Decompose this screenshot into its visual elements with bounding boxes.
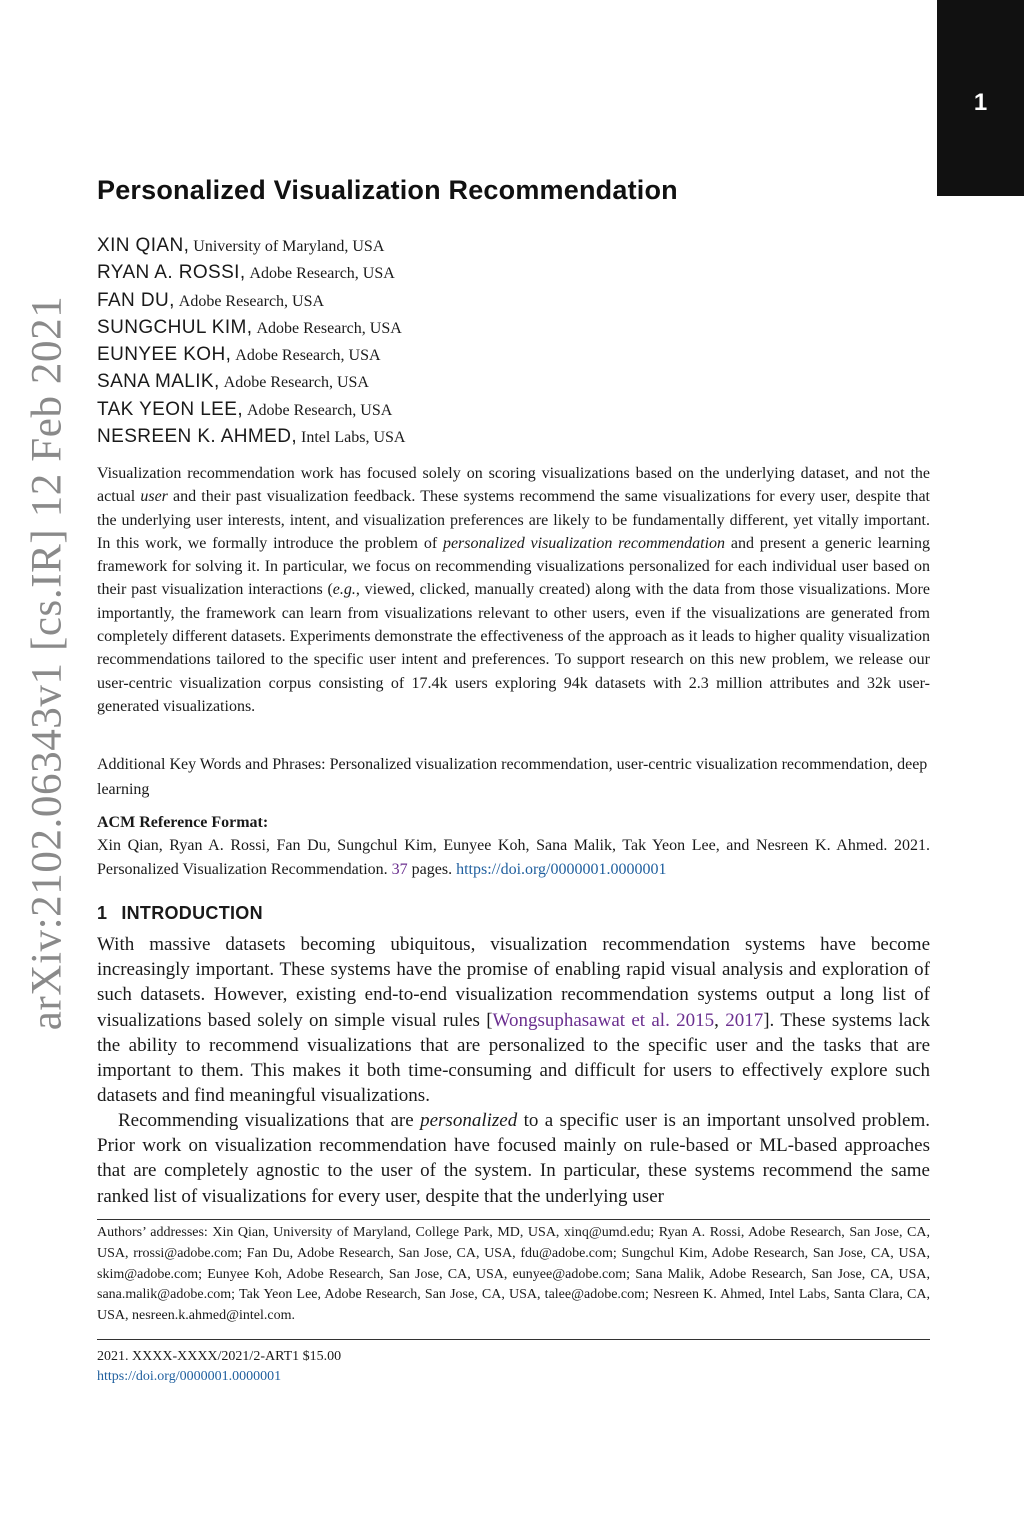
author-item <box>97 423 405 450</box>
author-affiliation: Adobe Research, USA <box>223 374 369 392</box>
paragraph-text: With massive datasets becoming ubiquitous, visualization recommendation systems have become increasingly important. These systems have the promise of enabling rapid visual analysis and exploration of such datasets. However, existing end-to-end visualization recommendation systems output a long list of visualizations based solely on simple visual rules [ <box>97 934 930 1031</box>
author-affiliation: Intel Labs, USA <box>301 429 406 447</box>
footnote-divider <box>97 1219 930 1220</box>
acm-reference-text: Xin Qian, Ryan A. Rossi, Fan Du, Sungchul Kim, Eunyee Koh, Sana Malik, Tak Yeon Lee, and Nesreen K. Ahmed. 2021. Personalized Visualization Recommendation. <box>97 837 930 878</box>
abstract-text: , viewed, clicked, manually created) along with the data from those visualizations. More importantly, the framework can learn from visualizations relevant to other users, even if the visualizations are generated from completely different datasets. Experiments demonstrate the effectiveness of the approach as it leads to higher quality visualization recommendations tailored to the specific user intent and preferences. To support research on this new problem, we release our user-centric visualization corpus consisting of 17.4k users exploring 94k datasets with 2.3 million attributes and 32k user-generated visualizations. <box>97 581 930 715</box>
author-affiliation: Adobe Research, USA <box>256 319 402 337</box>
author-item <box>97 341 405 368</box>
author-item <box>97 368 405 395</box>
paragraph-text: to a specific user is an important unsolved problem. Prior work on visualization recommendation have focused mainly on rule-based or ML-based approaches that are completely agnostic to the user of the system. In particular, these systems recommend the same ranked list of visualizations for every user, despite that the underlying user <box>97 1110 930 1207</box>
page-number: 1 <box>973 89 988 116</box>
author-item <box>97 259 405 286</box>
author-item <box>97 314 405 341</box>
section-title: INTRODUCTION <box>121 903 263 923</box>
paragraph-text: Recommending visualizations that are <box>118 1110 421 1131</box>
author-name: FAN DU, <box>97 289 175 311</box>
intro-paragraph <box>97 932 930 1108</box>
doi-link[interactable]: https://doi.org/0000001.0000001 <box>456 860 667 878</box>
abstract <box>97 462 930 718</box>
arxiv-stamp-text: arXiv:2102.06343v1 [cs.IR] 12 Feb 2021 <box>23 295 71 1031</box>
copyright-line: 2021. XXXX-XXXX/2021/2-ART1 $15.00 <box>97 1349 342 1364</box>
acm-reference-text: pages. <box>407 860 457 878</box>
author-affiliation: Adobe Research, USA <box>235 347 381 365</box>
author-affiliation: University of Maryland, USA <box>193 238 385 255</box>
author-list <box>97 232 405 450</box>
abstract-text: and their past visualization feedback. These systems recommend the same visualizations for every user, despite that the underlying user interests, intent, and visualization preferences are likely to be fundamentally different, yet vitally important. In this work, we formally introduce the problem of <box>97 488 930 552</box>
author-item <box>97 287 405 314</box>
abstract-text: and present a generic learning framework for solving it. In particular, we focus on recommending visualizations personalized for each individual user based on their past visualization interactions ( <box>97 534 930 599</box>
author-name: TAK YEON LEE, <box>97 398 243 420</box>
author-name: XIN QIAN, <box>97 235 190 256</box>
acm-reference-heading: ACM Reference Format: <box>97 814 269 831</box>
pages-link[interactable]: 37 <box>391 860 408 878</box>
author-affiliation: Adobe Research, USA <box>249 265 395 283</box>
section-heading <box>97 900 263 926</box>
author-affiliation: Adobe Research, USA <box>178 292 325 310</box>
paragraph-emphasis: personalized <box>420 1110 518 1131</box>
doi-link[interactable]: https://doi.org/0000001.0000001 <box>97 1369 282 1384</box>
abstract-text: Visualization recommendation work has focused solely on scoring visualizations based on the underlying dataset, and not the actual <box>97 465 930 506</box>
abstract-emphasis: personalized visualization recommendation <box>442 534 726 552</box>
keywords: Additional Key Words and Phrases: Personalized visualization recommendation, user-centric visualization recommendation, deep learning <box>97 756 928 798</box>
author-name: SUNGCHUL KIM, <box>97 316 253 338</box>
author-item <box>97 232 405 259</box>
section-number: 1 <box>97 903 108 923</box>
author-name: RYAN A. ROSSI, <box>97 262 246 284</box>
paragraph-text: ]. These systems lack the ability to recommend visualizations that are personalized to the specific user and the tasks that are important to them. This makes it both time-consuming and difficult for users to effectively explore such datasets and find meaningful visualizations. <box>97 1009 931 1107</box>
author-addresses-footnote: Authors’ addresses: Xin Qian, University of Maryland, College Park, MD, USA, xinq@umd.edu; Ryan A. Rossi, Adobe Research, San Jose, CA, USA, rrossi@adobe.com; Fan Du, Adobe Research, San Jose, CA, USA, fdu@adobe.com; Sungchul Kim, Adobe Research, San Jose, CA, USA, skim@adobe.com; Eunyee Koh, Adobe Research, San Jose, CA, USA, eunyee@adobe.com; Sana Malik, Adobe Research, San Jose, CA, USA, sana.malik@adobe.com; Tak Yeon Lee, Adobe Research, San Jose, CA, USA, talee@adobe.com; Nesreen K. Ahmed, Intel Labs, Santa Clara, CA, USA, nesreen.k.ahmed@intel.com. <box>97 1225 930 1324</box>
copyright-doi-link <box>97 1367 281 1387</box>
author-name: SANA MALIK, <box>97 371 220 393</box>
author-name: NESREEN K. AHMED, <box>97 426 298 448</box>
abstract-emphasis: e.g. <box>332 581 356 599</box>
citation-link[interactable]: Wongsuphasawat et al. 2015 <box>492 1009 715 1031</box>
abstract-emphasis: user <box>140 488 168 506</box>
intro-paragraph <box>97 1108 930 1209</box>
citation-link[interactable]: 2017 <box>725 1009 764 1031</box>
paragraph-text: , <box>714 1009 726 1031</box>
paper-title: Personalized Visualization Recommendation <box>97 175 678 205</box>
author-affiliation: Adobe Research, USA <box>247 401 393 419</box>
acm-reference <box>97 834 930 881</box>
author-name: EUNYEE KOH, <box>97 344 232 366</box>
author-item <box>97 396 405 423</box>
copyright-divider <box>97 1339 930 1340</box>
